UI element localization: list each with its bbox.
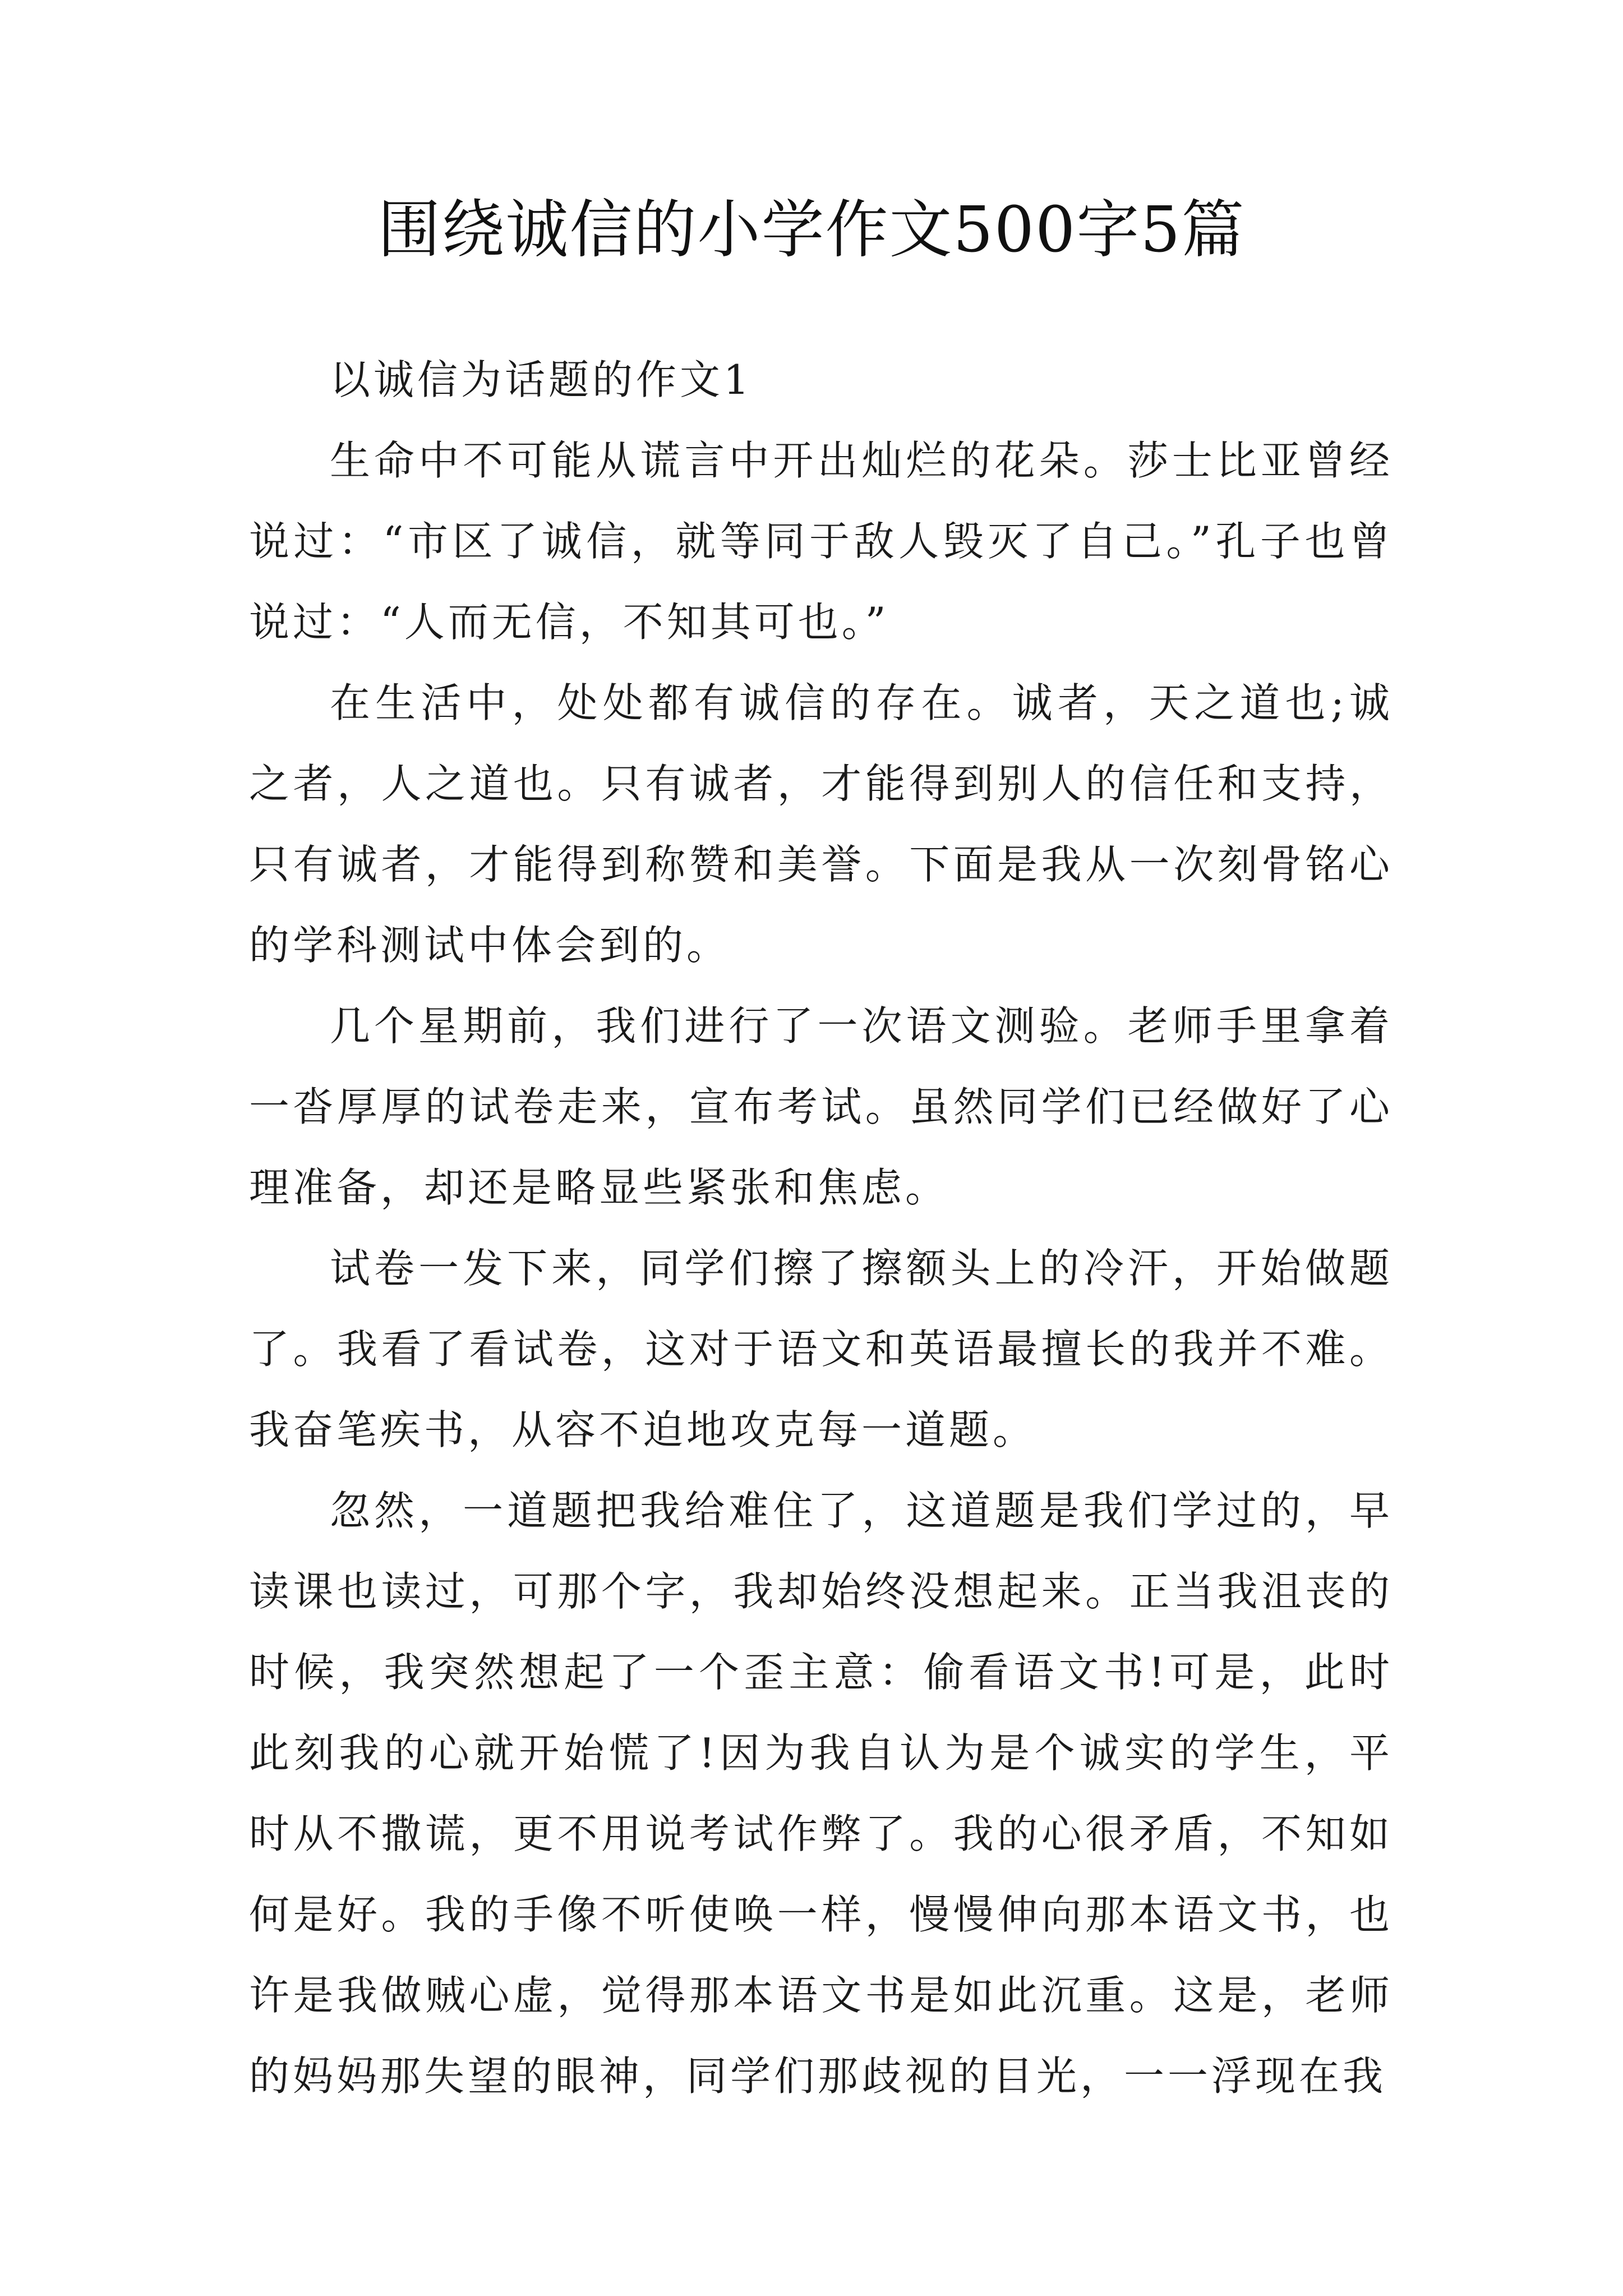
document-title: 围绕诚信的小学作文500字5篇 [377, 194, 1246, 266]
paragraph: 在生活中，处处都有诚信的存在。诚者，天之道也;诚之者，人之道也。只有诚者，才能得到别人的信任和支持，只有诚者，才能得到称赞和美誉。下面是我从一次刻骨铭心的学科测试中体会到的。 [249, 679, 1393, 969]
paragraph: 忽然，一道题把我给难住了，这道题是我们学过的，早读课也读过，可那个字，我却始终没想起来。正当我沮丧的时候，我突然想起了一个歪主意：偷看语文书!可是，此时此刻我的心就开始慌了!因为我自认为是个诚实的学生，平时从不撒谎，更不用说考试作弊了。我的心很矛盾，不知如何是好。我的手像不听使唤一样，慢慢伸向那本语文书，也许是我做贼心虚，觉得那本语文书是如此沉重。这是，老师的妈妈那失望的眼神，同学们那歧视的目光，一一浮现在我 [249, 1487, 1393, 2100]
paragraph: 试卷一发下来，同学们擦了擦额头上的冷汗，开始做题了。我看了看试卷，这对于语文和英语最擅长的我并不难。我奋笔疾书，从容不迫地攻克每一道题。 [249, 1245, 1393, 1453]
section-heading: 以诚信为话题的作文1 [330, 356, 753, 403]
paragraph: 生命中不可能从谎言中开出灿烂的花朵。莎士比亚曾经说过：“市区了诚信，就等同于敌人毁灭了自己。”孔子也曾说过：“人而无信，不知其可也。” [249, 437, 1393, 646]
document-body [249, 339, 1393, 2116]
paragraph: 几个星期前，我们进行了一次语文测验。老师手里拿着一沓厚厚的试卷走来，宣布考试。虽然同学们已经做好了心理准备，却还是略显些紧张和焦虑。 [249, 1002, 1393, 1211]
